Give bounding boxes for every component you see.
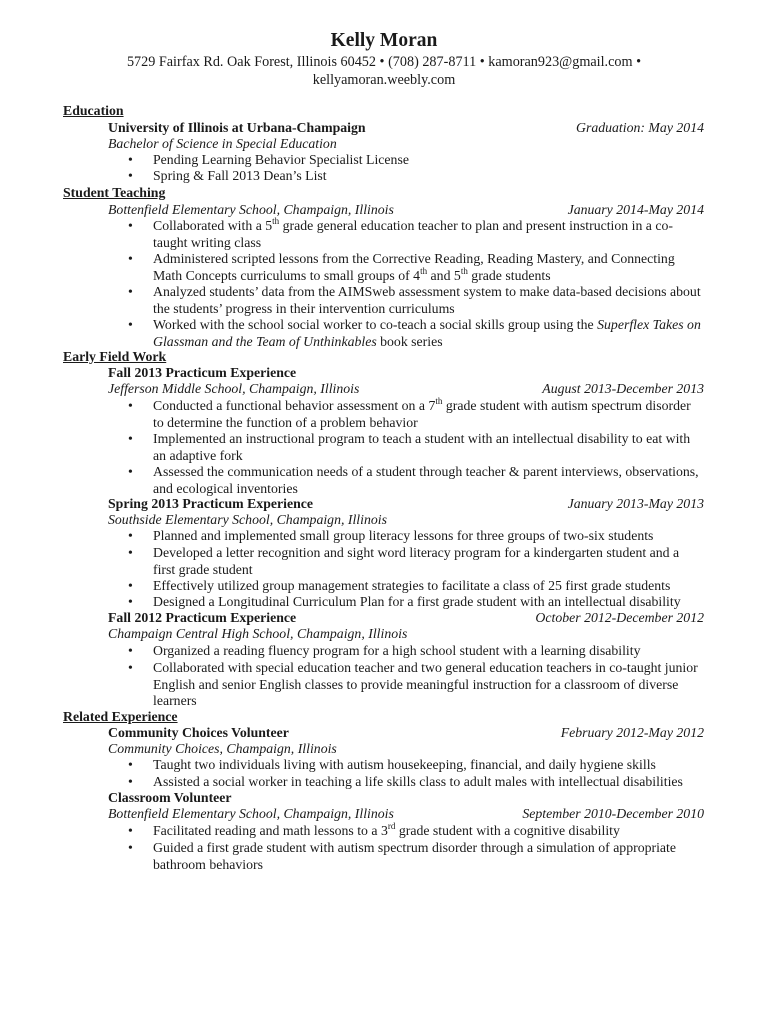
bullet-icon: • [128,168,133,183]
practicum-title: Fall 2013 Practicum Experience [108,365,297,380]
bullet-icon: • [128,284,133,299]
email[interactable]: kamoran923@gmail.com [488,54,633,70]
phone: (708) 287-8711 [388,54,477,70]
location: Bottenfield Elementary School, Champaign, Illinois [108,202,394,217]
location: Southside Elementary School, Champaign, Illinois [108,512,387,527]
location: Jefferson Middle School, Champaign, Illinois [108,381,360,396]
school-name: University of Illinois at Urbana-Champaign [108,120,366,135]
bullet-icon: • [128,431,133,446]
bullet-icon: • [128,528,133,543]
separator: • [636,54,642,70]
practicum-title-row [108,610,704,626]
separator: • [379,54,385,70]
practicum-title: Fall 2012 Practicum Experience [108,610,297,625]
location: Community Choices, Champaign, Illinois [108,741,337,756]
bullet-icon: • [128,251,133,266]
section-heading-education: Education [63,103,124,118]
bullet-icon: • [128,464,133,479]
bullet-icon: • [128,545,133,560]
practicum-title: Spring 2013 Practicum Experience [108,496,314,511]
practicum-location-row [108,381,704,397]
bullet-icon: • [128,594,133,609]
bullet-icon: • [128,398,133,413]
bullet-icon: • [128,757,133,772]
date-range: January 2014-May 2014 [567,202,704,217]
date-range: February 2012-May 2012 [560,725,704,740]
bullet-icon: • [128,643,133,658]
bullet-text: Administered scripted lessons from the Corrective Reading, Reading Mastery, and Connecting Math Concepts curriculums to small groups of 4th and 5th grade students [153,251,675,283]
bullet-text: Assessed the communication needs of a student through teacher & parent interviews, observations, and ecological inventories [153,464,699,496]
location: Champaign Central High School, Champaign, Illinois [108,626,408,641]
bullet-text: Collaborated with special education teacher and two general education teachers in co-taught junior English and senior English classes to provide meaningful instruction for a classroom of diverse learners [153,660,698,708]
date-range: January 2013-May 2013 [567,496,704,511]
separator: • [479,54,485,70]
bullet-text: Collaborated with a 5th grade general education teacher to plan and present instruction in a co- taught writing class [153,216,673,250]
practicum-location-row [108,626,704,642]
role-title-row [108,790,704,806]
education-school-row [108,120,704,136]
role-title-row [108,725,704,741]
date-range: September 2010-December 2010 [522,806,704,821]
date-range: October 2012-December 2012 [535,610,704,625]
bullet-icon: • [128,218,133,233]
degree: Bachelor of Science in Special Education [108,136,337,151]
practicum-title-row [108,365,704,381]
bullet-icon: • [128,840,133,855]
bullet-text: Developed a letter recognition and sight word literacy program for a kindergarten student and a first grade student [153,545,680,577]
section-heading-student-teaching: Student Teaching [63,185,166,200]
contact-line [0,53,768,71]
role-location-row [108,741,704,757]
bullet-icon: • [128,774,133,789]
bullet-text: Worked with the school social worker to co-teach a social skills group using the Superflex Takes on Glassman and the Team of Unthinkables book series [153,317,701,349]
bullet-icon: • [128,152,133,167]
bullet-icon: • [128,823,133,838]
role-title: Classroom Volunteer [108,790,232,805]
bullet-icon: • [128,660,133,675]
website-link[interactable]: kellyamoran.weebly.com [312,72,456,88]
role-title: Community Choices Volunteer [108,725,289,740]
date-range: August 2013-December 2013 [542,381,704,396]
bullet-text: Conducted a functional behavior assessment on a 7th grade student with autism spectrum disorder to determine the function of a problem behavior [153,396,691,430]
resume-page: Kelly Moran 5729 Fairfax Rd. Oak Forest, Illinois 60452 • (708) 287-8711 • kamoran923@gmail.com • kellyamoran.weebly.com Education University of Illinois at Urbana-Champaign Graduation: May 2014 Bachelor of Science in Special Education • Pending Learning Behavior Specialist License • Spring & Fall 2013 Dean’s List Student Teaching Bottenfield Elementary School, Champaign, Illinois January 2014-May 2014 • Collaborated with a 5th grade general education teacher to plan and present instruction in a co- taught writing class • Administered scripted lessons from the Corrective Reading, Reading Mastery, and Connecting Math Concepts curriculums to small groups of 4th and 5th grade students • Analyzed students’ data from the AIMSweb assessment system to make data-based decisions about the students’ progress in their intervention curriculums • Worked with the school social worker to co-teach a social skills group using the Superflex Takes on Glassman and the Team of Unthinkables book series Early Field Work Fall 2013 Practicum Experience Jefferson Middle School, Champaign, Illinois August 2013-December 2013 • Conducted a functional behavior assessment on a 7th grade student with autism spectrum disorder to determine the function of a problem behavior • Implemented an instructional program to teach a student with an intellectual disability to eat with an adaptive fork • Assessed the communication needs of a student through teacher & parent interviews, observations, and ecological inventories Spring 2013 Practicum Experience January 2013-May 2013 Southside Elementary School, Champaign, Illinois • Planned and implemented small group literacy lessons for three groups of two-six students • Developed a letter recognition and sight word literacy program for a kindergarten student and a first grade student • Effectively utilized group management strategies to facilitate a class of 25 first grade students • Designed a Longitudinal Curriculum Plan for a first grade student with an intellectual disability Fall 2012 Practicum Experience October 2012-December 2012 Champaign Central High School, Champaign, Illinois • Organized a reading fluency program for a high school student with a learning disability • Collaborated with special education teacher and two general education teachers in co-taught junior English and senior English classes to provide meaningful instruction for a classroom of diverse learners Related Experience Community Choices Volunteer February 2012-May 2012 Community Choices, Champaign, Illinois • Taught two individuals living with autism housekeeping, financial, and daily hygiene skills • Assisted a social worker in teaching a life skills class to adult males with intellectual disabilities Classroom Volunteer Bottenfield Elementary School, Champaign, Illinois September 2010-December 2010 • Facilitated reading and math lessons to a 3rd grade student with a cognitive disability • Guided a first grade student with autism spectrum disorder through a simulation of appropriate bathroom behaviors [0,0,768,1024]
section-heading-related-experience: Related Experience [63,709,178,724]
website-line [0,71,768,89]
bullet-icon: • [128,317,133,332]
section-heading-early-field-work: Early Field Work [63,349,167,364]
graduation-date: Graduation: May 2014 [576,120,704,135]
bullet-text: Implemented an instructional program to teach a student with an intellectual disability to eat with an adaptive fork [153,431,691,463]
address: 5729 Fairfax Rd. Oak Forest, Illinois 60452 [126,54,376,70]
location: Bottenfield Elementary School, Champaign, Illinois [108,806,394,821]
bullet-text: Guided a first grade student with autism spectrum disorder through a simulation of appropriate bathroom behaviors [153,840,677,872]
role-location-row [108,806,704,822]
resume-name: Kelly Moran [330,30,438,51]
practicum-title-row [108,496,704,512]
bullet-icon: • [128,578,133,593]
education-degree-row [108,136,704,152]
practicum-location-row [108,512,704,528]
bullet-text: Analyzed students’ data from the AIMSweb assessment system to make data-based decisions about the students’ progress in their intervention curriculums [153,284,701,316]
student-teaching-location-row [108,202,704,218]
